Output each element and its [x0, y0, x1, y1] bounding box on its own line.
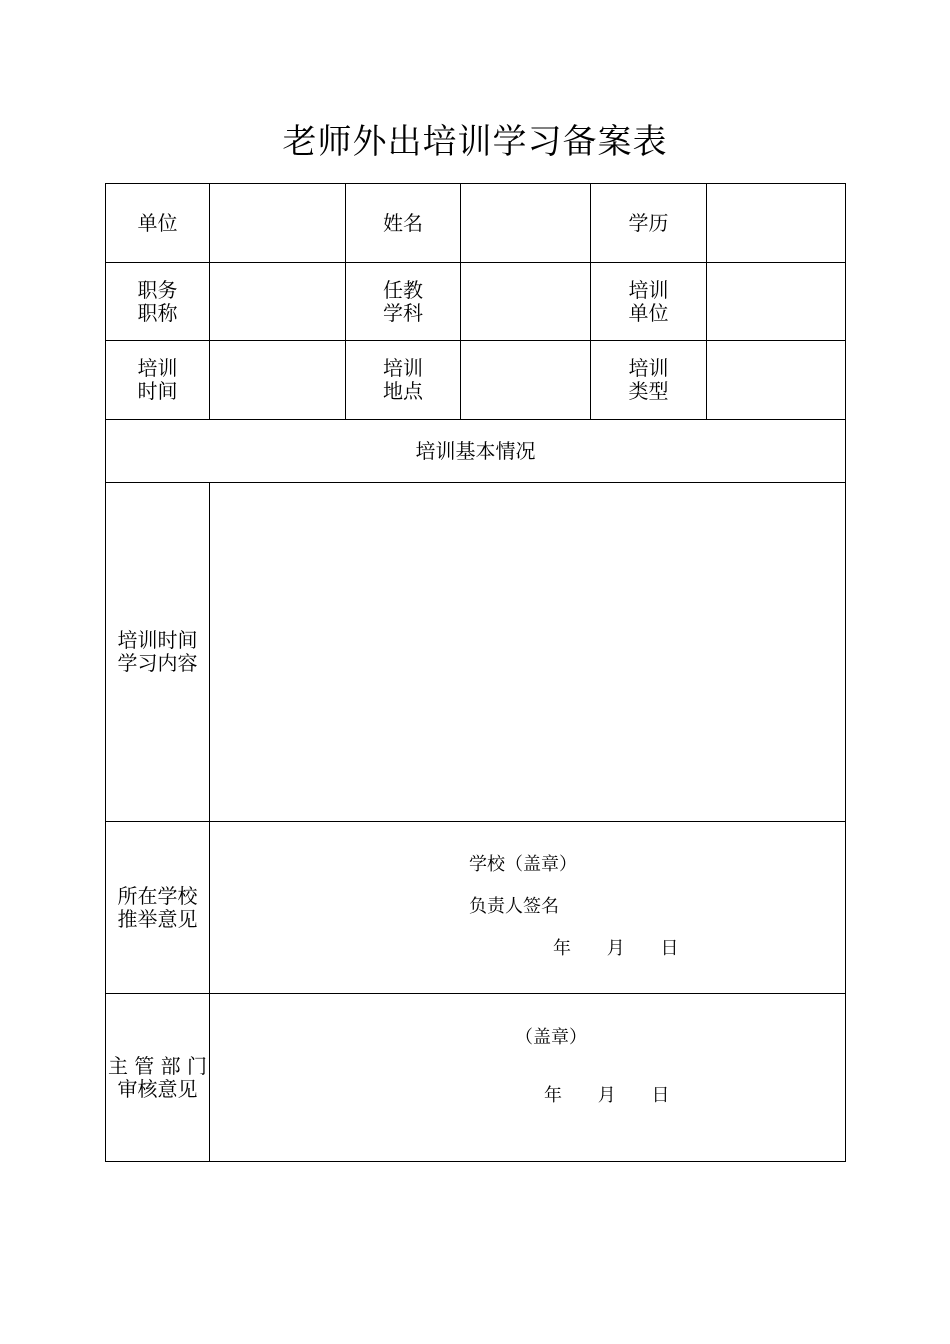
content-label	[106, 483, 210, 822]
dept-date	[544, 1085, 669, 1107]
school-label-line1: 所在学校	[117, 883, 198, 908]
form-row-basic	[106, 184, 846, 263]
type-label-line2: 类型	[628, 379, 669, 403]
training-time-label	[106, 341, 210, 420]
form-row-section-header	[106, 420, 846, 483]
teaching-subject-field[interactable]	[461, 263, 591, 341]
school-signer-label: 负责人签名	[469, 896, 559, 917]
form-row-school-opinion	[106, 822, 846, 994]
school-stamp-label: 学校（盖章）	[469, 854, 577, 875]
subject-label-line1: 任教	[383, 277, 423, 302]
dept-opinion-label	[106, 994, 210, 1162]
name-field[interactable]	[461, 184, 591, 263]
school-date-month: 月	[606, 938, 625, 959]
place-label-line2: 地点	[383, 379, 423, 403]
training-org-label	[591, 263, 707, 341]
content-label-line2: 学习内容	[117, 651, 198, 675]
document-title: 老师外出培训学习备案表	[282, 122, 668, 162]
training-place-label	[346, 341, 461, 420]
dept-date-year: 年	[544, 1085, 562, 1106]
form-row-dept-opinion	[106, 994, 846, 1162]
place-label-line1: 培训	[383, 356, 423, 380]
training-place-field[interactable]	[461, 341, 591, 420]
training-time-field[interactable]	[210, 341, 346, 420]
position-label-line2: 职称	[137, 300, 178, 325]
unit-label: 单位	[106, 184, 210, 263]
position-title-field[interactable]	[210, 263, 346, 341]
org-label-line1: 培训	[628, 277, 669, 302]
training-type-label	[591, 341, 707, 420]
training-type-field[interactable]	[707, 341, 846, 420]
record-form-table	[105, 183, 846, 1162]
section-header: 培训基本情况	[106, 420, 846, 483]
position-label-line1: 职务	[137, 277, 178, 302]
school-date	[553, 938, 678, 960]
org-label-line2: 单位	[628, 300, 669, 325]
time-label-line1: 培训	[137, 356, 178, 380]
dept-date-day: 日	[651, 1085, 670, 1106]
subject-label-line2: 学科	[383, 300, 423, 325]
time-label-line2: 时间	[137, 379, 178, 403]
type-label-line1: 培训	[628, 356, 669, 380]
content-label-line1: 培训时间	[117, 628, 198, 652]
school-date-day: 日	[660, 938, 679, 959]
school-opinion-label	[106, 822, 210, 994]
dept-date-month: 月	[597, 1085, 616, 1106]
school-label-line2: 推举意见	[117, 906, 198, 931]
form-row-position	[106, 263, 846, 341]
education-label: 学历	[591, 184, 707, 263]
dept-label-line1: 主 管 部 门	[107, 1053, 208, 1078]
dept-opinion-field[interactable]	[210, 994, 846, 1162]
form-row-content	[106, 483, 846, 822]
content-field[interactable]	[210, 483, 846, 822]
position-title-label	[106, 263, 210, 341]
unit-field[interactable]	[210, 184, 346, 263]
form-row-training	[106, 341, 846, 420]
school-opinion-field[interactable]	[210, 822, 846, 994]
name-label: 姓名	[346, 184, 461, 263]
teaching-subject-label	[346, 263, 461, 341]
dept-label-line2: 审核意见	[117, 1076, 198, 1101]
school-date-year: 年	[553, 938, 571, 959]
training-org-field[interactable]	[707, 263, 846, 341]
dept-stamp-label: （盖章）	[515, 1027, 587, 1048]
education-field[interactable]	[707, 184, 846, 263]
